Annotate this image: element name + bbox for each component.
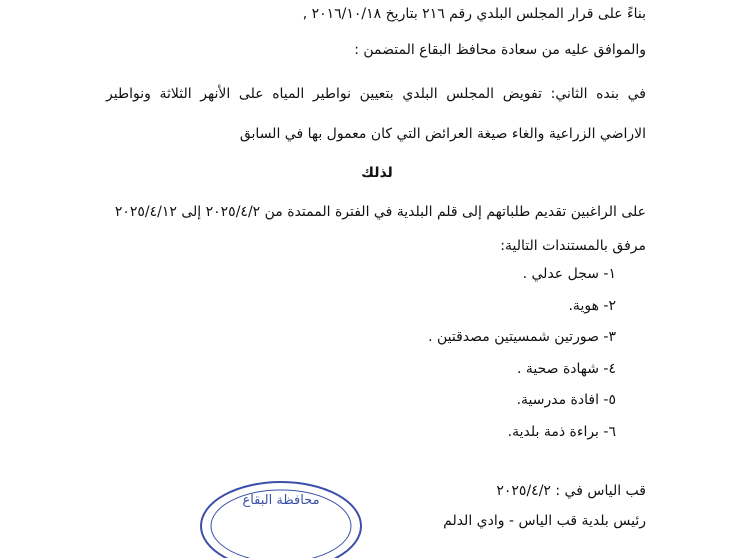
therefore-heading: لذلك — [361, 165, 393, 181]
list-item: ٣- صورتين شمسيتين مصدقتين . — [428, 329, 616, 345]
date-line: قب الياس في : ٢٠٢٥/٤/٢ — [496, 483, 646, 499]
signature-line: رئيس بلدية قب الياس - وادي الدلم — [443, 513, 646, 529]
attachments-intro-line: مرفق بالمستندات التالية: — [500, 238, 646, 254]
list-item: ٥- افادة مدرسية. — [516, 392, 616, 408]
application-period-line: على الراغبين تقديم طلباتهم إلى قلم البلدية في الفترة الممتدة من ٢٠٢٥/٤/٢ إلى ٢٠٢٥/٤/١٢ — [114, 204, 646, 220]
list-item: ٦- براءة ذمة بلدية. — [507, 424, 616, 440]
municipal-stamp-icon — [196, 478, 366, 558]
list-item: ١- سجل عدلي . — [522, 266, 616, 282]
clause-line-2: الاراضي الزراعية والغاء صيغة العرائض التي كان معمول بها في السابق — [239, 126, 646, 142]
stamp-text: محافظة البقاع — [242, 493, 320, 508]
governor-approval-line: والموافق عليه من سعادة محافظ البقاع المتضمن : — [354, 42, 646, 58]
clause-line-1: في بنده الثاني: تفويض المجلس البلدي بتعيين نواطير المياه على الأنهر الثلاثة ونواطير — [106, 86, 646, 102]
list-item: ٤- شهادة صحية . — [516, 361, 616, 377]
list-item: ٢- هوية. — [568, 298, 616, 314]
decision-reference-line: بناءً على قرار المجلس البلدي رقم ٢١٦ بتاريخ ٢٠١٦/١٠/١٨ , — [302, 6, 646, 22]
